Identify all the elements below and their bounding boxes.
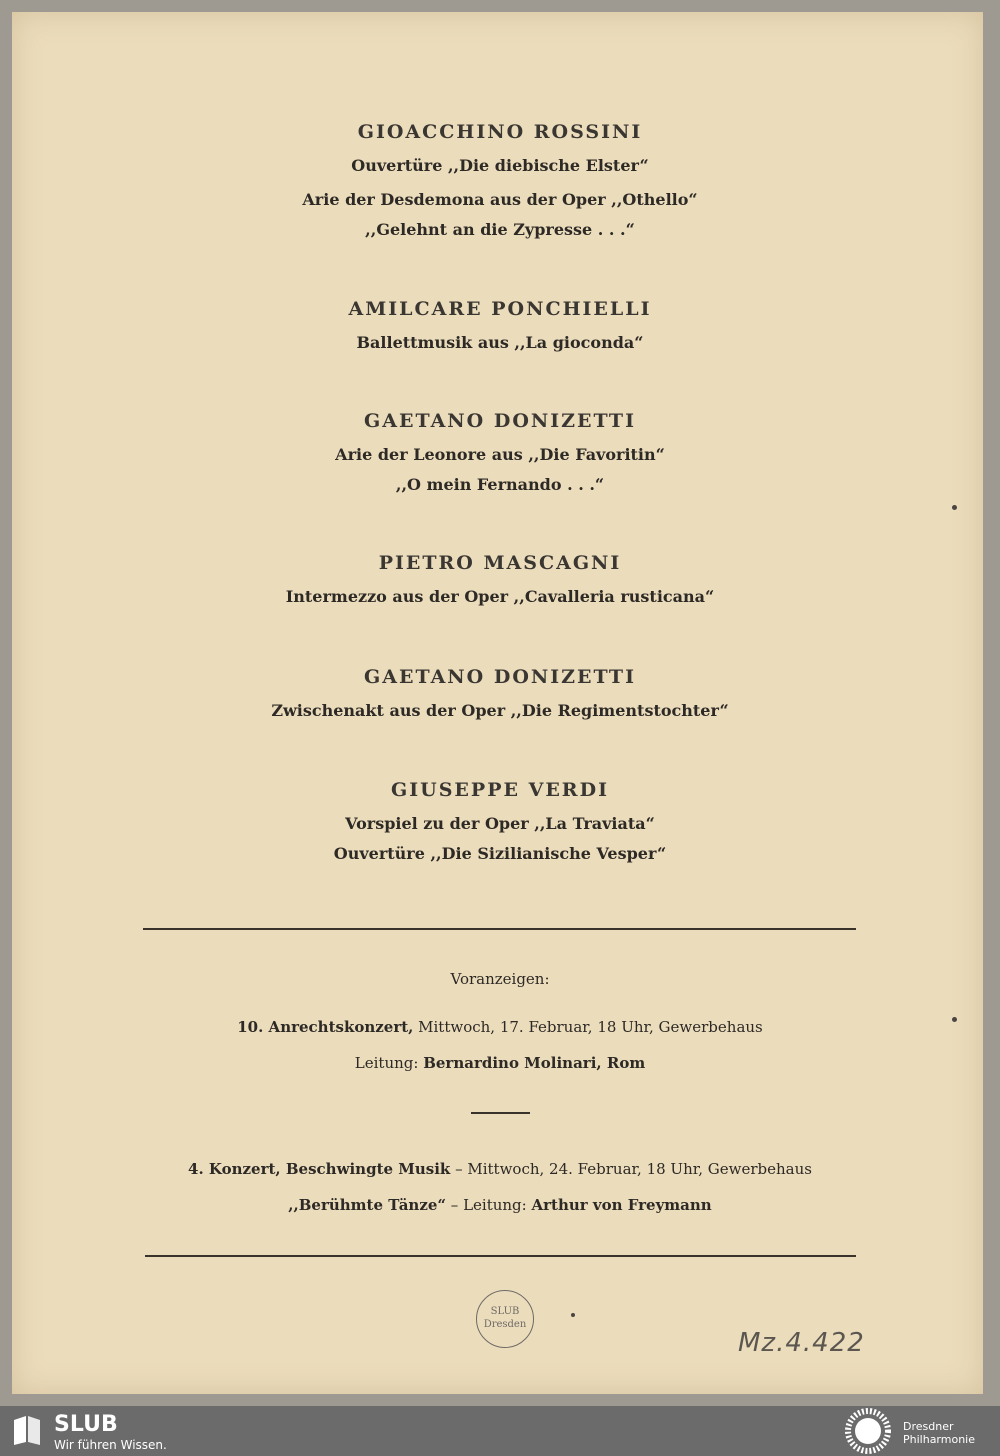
announcement-2-conductor: Arthur von Freymann <box>531 1196 712 1214</box>
program-section-verdi <box>0 779 1000 869</box>
work-title: Arie der Leonore aus ,,Die Favoritin“ <box>335 445 665 464</box>
work-title: Ouvertüre ,,Die Sizilianische Vesper“ <box>333 844 667 863</box>
leitung-label: Leitung: <box>354 1054 424 1072</box>
stamp-line-1: SLUB <box>490 1306 520 1317</box>
divider-rule-bottom <box>145 1255 856 1257</box>
work-title: Arie der Desdemona aus der Oper ,,Othello“ <box>302 190 698 209</box>
announcement-2-details: – Mittwoch, 24. Februar, 18 Uhr, Gewerbehaus <box>450 1160 812 1178</box>
work-title: Zwischenakt aus der Oper ,,Die Regimentstochter“ <box>271 701 729 720</box>
work-title: ,,Gelehnt an die Zypresse . . .“ <box>365 220 635 239</box>
announcement-2-leitung <box>0 1187 1000 1223</box>
program-section-donizetti-1 <box>0 410 1000 500</box>
slub-book-icon <box>12 1414 42 1446</box>
stamp-line-2: Dresden <box>483 1319 527 1330</box>
composer-name: GIUSEPPE VERDI <box>391 779 609 801</box>
announcement-2 <box>0 1151 1000 1223</box>
paper-speck <box>571 1313 575 1317</box>
work-title: Ballettmusik aus ,,La gioconda“ <box>356 333 644 352</box>
work-title: Vorspiel zu der Oper ,,La Traviata“ <box>345 814 655 833</box>
composer-name: PIETRO MASCAGNI <box>378 552 622 574</box>
paper-speck <box>952 1017 957 1022</box>
work-title: ,,O mein Fernando . . .“ <box>395 475 605 494</box>
program-section-donizetti-2 <box>0 666 1000 726</box>
announcements-heading-text: Voranzeigen: <box>450 970 550 988</box>
work-title: Intermezzo aus der Oper ,,Cavalleria rusticana“ <box>285 587 715 606</box>
announcement-1-conductor: Bernardino Molinari, Rom <box>423 1054 646 1072</box>
work-title: Ouvertüre ,,Die diebische Elster“ <box>351 156 649 175</box>
announcement-2-line <box>0 1151 1000 1187</box>
announcement-1-line <box>0 1009 1000 1045</box>
philharmonie-line-2: Philharmonie <box>903 1433 975 1446</box>
slub-library-stamp <box>476 1290 534 1348</box>
announcement-1-title: 10. Anrechtskonzert, <box>237 1018 414 1036</box>
philharmonie-sunburst-icon <box>842 1407 894 1455</box>
footer-bar <box>0 1406 1000 1456</box>
paper-speck <box>952 505 957 510</box>
program-section-ponchielli <box>0 298 1000 358</box>
slub-tagline: Wir führen Wissen. <box>54 1438 167 1452</box>
divider-rule <box>143 928 856 930</box>
announcement-1-leitung <box>0 1045 1000 1081</box>
composer-name: AMILCARE PONCHIELLI <box>348 298 652 320</box>
composer-name: GIOACCHINO ROSSINI <box>357 121 643 143</box>
philharmonie-name <box>903 1420 975 1446</box>
program-section-mascagni <box>0 552 1000 612</box>
slub-name: SLUB <box>54 1412 118 1437</box>
announcements-heading <box>0 961 1000 997</box>
announcement-2-subtitle: ,,Berühmte Tänze“ <box>288 1196 447 1214</box>
announcement-2-title: 4. Konzert, Beschwingte Musik <box>188 1160 451 1178</box>
philharmonie-line-1: Dresdner <box>903 1420 954 1433</box>
announcement-1-details: Mittwoch, 17. Februar, 18 Uhr, Gewerbehaus <box>413 1018 763 1036</box>
short-divider <box>471 1112 530 1114</box>
composer-name: GAETANO DONIZETTI <box>364 666 636 688</box>
program-section-rossini <box>0 121 1000 245</box>
handwritten-shelfmark: Mz.4.422 <box>738 1328 865 1358</box>
composer-name: GAETANO DONIZETTI <box>364 410 636 432</box>
announcement-1 <box>0 1009 1000 1081</box>
leitung-label: – Leitung: <box>446 1196 532 1214</box>
